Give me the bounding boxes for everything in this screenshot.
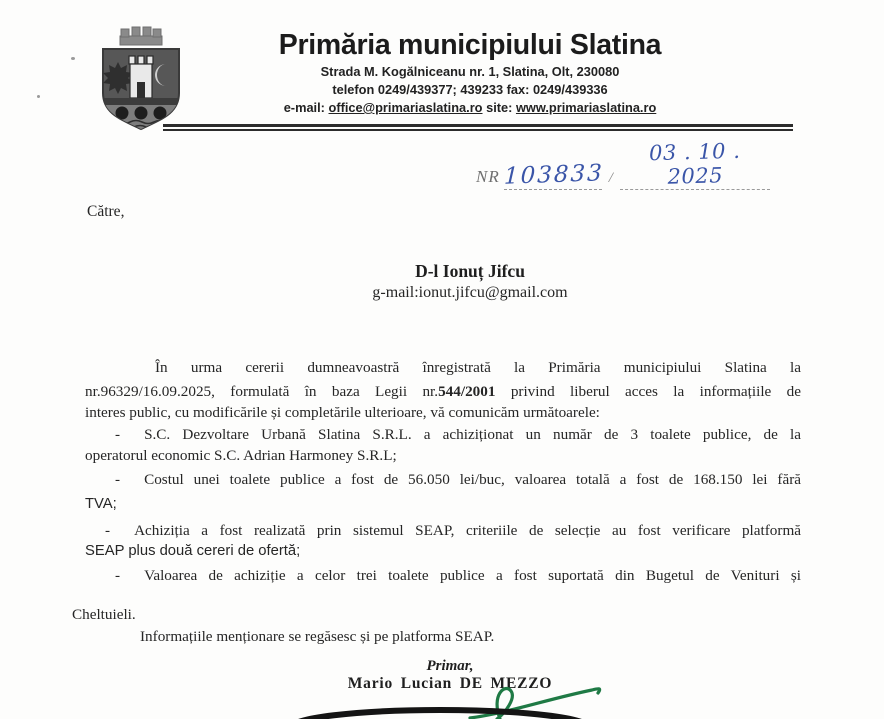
law-reference: 544/2001	[438, 382, 496, 400]
letterhead	[170, 28, 770, 116]
closing-line: Informațiile menționare se regăsesc și pe platforma SEAP.	[140, 627, 495, 645]
registration-row	[476, 140, 770, 190]
bullet-line: - Costul unei toalete publice a fost de 56.050 lei/buc, valoarea totală a fost de 168.150 lei fără	[115, 470, 801, 488]
bullet-continuation: TVA;	[85, 496, 117, 512]
stamp-outline	[288, 704, 592, 719]
recipient-block	[170, 260, 770, 304]
paragraph-line: nr.96329/16.09.2025, formulată în baza Legii nr.544/2001 privind liberul acces la informațiile de	[85, 382, 801, 400]
paragraph-line: În urma cererii dumneavoastră înregistrată la Primăria municipiului Slatina la	[155, 359, 801, 376]
bullet-dash: -	[115, 425, 121, 443]
bullet-dash: -	[105, 521, 111, 539]
signer-name: Mario Lucian DE MEZZO	[347, 675, 553, 692]
recipient-email: g-mail:ionut.jifcu@gmail.com	[372, 284, 568, 301]
bullet-line: - S.C. Dezvoltare Urbană Slatina S.R.L. a achiziționat un număr de 3 toalete publice, de la	[115, 425, 801, 443]
org-email: office@primariaslatina.ro	[328, 100, 483, 115]
nr-separator: /	[608, 170, 613, 186]
nr-number-field	[504, 162, 602, 190]
recipient-name: D-l Ionuț Jifcu	[415, 261, 525, 281]
bullet-continuation: Cheltuieli.	[72, 606, 136, 623]
scan-speck	[71, 57, 75, 60]
signer-title: Primar,	[426, 658, 474, 674]
bullet-line: - Valoarea de achiziție a celor trei toalete publice a fost suportată din Bugetul de Venituri și	[115, 566, 801, 584]
email-label: e-mail:	[283, 100, 325, 115]
org-address: Strada M. Kogălniceanu nr. 1, Slatina, Olt, 230080	[320, 64, 620, 79]
scan-speck	[37, 95, 40, 98]
site-label: site:	[486, 100, 513, 115]
org-contact-line	[170, 99, 770, 116]
salutation: Către,	[87, 203, 125, 220]
nr-date-field	[620, 140, 770, 190]
paragraph-line: interes public, cu modificările și completările ulterioare, vă comunicăm următoarele:	[85, 404, 600, 421]
org-site: www.primariaslatina.ro	[515, 100, 657, 115]
letter-body	[72, 357, 801, 647]
handwritten-date: 03 . 10 . 2025	[648, 138, 741, 189]
bullet-dash: -	[115, 470, 121, 488]
bullet-dash: -	[115, 566, 121, 584]
header-divider	[163, 124, 793, 131]
bullet-continuation: operatorul economic S.C. Adrian Harmoney S.R.L;	[85, 447, 397, 464]
bullet-continuation: SEAP plus două cereri de ofertă;	[85, 543, 301, 559]
org-phone: telefon 0249/439377; 439233 fax: 0249/439336	[332, 82, 608, 97]
nr-label: NR	[476, 167, 500, 186]
handwritten-number: 103833	[503, 160, 604, 190]
bullet-line: - Achiziția a fost realizată prin sistemul SEAP, criteriile de selecție au fost verificare platformă	[105, 521, 801, 539]
org-title: Primăria municipiului Slatina	[278, 29, 662, 61]
